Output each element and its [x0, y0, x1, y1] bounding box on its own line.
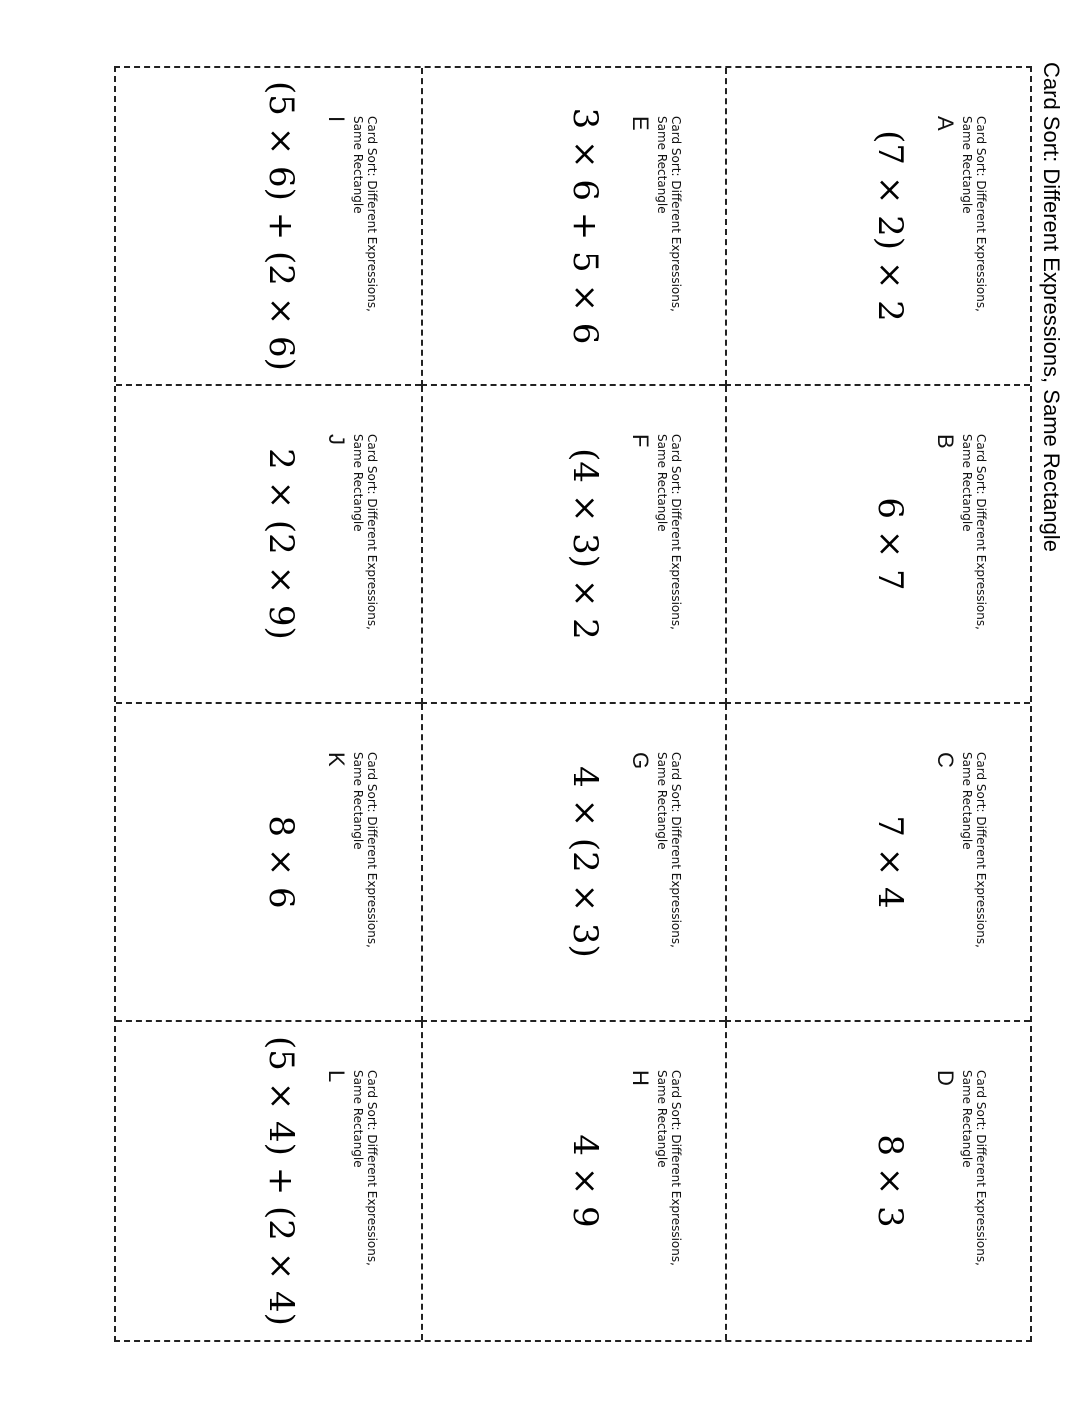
card-c [725, 704, 1030, 1022]
card-h [421, 1022, 726, 1340]
card-g [421, 704, 726, 1022]
card-header: Card Sort: Different Expressions, Same Rectangle [960, 752, 988, 948]
card-header: Card Sort: Different Expressions, Same Rectangle [655, 1070, 684, 1266]
card-letter: A [933, 116, 958, 131]
card-expression: 4 × 9 [565, 1134, 606, 1228]
card-header: Card Sort: Different Expressions, Same Rectangle [655, 116, 684, 312]
card-expression: 7 × 4 [870, 815, 910, 909]
page-title: Card Sort: Different Expressions, Same Rectangle [1039, 62, 1064, 552]
card-letter: C [933, 752, 958, 768]
card-expression: (5 × 6) + (2 × 6) [260, 81, 301, 371]
card-letter: D [933, 1070, 958, 1086]
card-header: Card Sort: Different Expressions, Same Rectangle [350, 116, 379, 312]
card-letter: H [628, 1070, 654, 1086]
card-header: Card Sort: Different Expressions, Same Rectangle [960, 116, 988, 312]
card-expression: 8 × 6 [260, 815, 301, 909]
card-a [725, 68, 1030, 386]
card-letter: L [323, 1070, 349, 1083]
card-d [725, 1022, 1030, 1340]
card-b [725, 386, 1030, 704]
card-f [421, 386, 726, 704]
card-i [116, 68, 421, 386]
card-letter: G [628, 752, 654, 770]
card-header: Card Sort: Different Expressions, Same Rectangle [655, 434, 684, 630]
card-header: Card Sort: Different Expressions, Same Rectangle [960, 434, 988, 630]
card-letter: E [628, 116, 654, 131]
card-e [421, 68, 726, 386]
card-expression: 3 × 6 + 5 × 6 [565, 107, 606, 345]
card-header: Card Sort: Different Expressions, Same Rectangle [960, 1070, 988, 1266]
card-expression: 6 × 7 [870, 497, 910, 591]
card-header: Card Sort: Different Expressions, Same Rectangle [350, 752, 379, 948]
card-header: Card Sort: Different Expressions, Same Rectangle [350, 1070, 379, 1266]
card-header: Card Sort: Different Expressions, Same Rectangle [655, 752, 684, 948]
card-header: Card Sort: Different Expressions, Same Rectangle [350, 434, 379, 630]
card-expression: 8 × 3 [870, 1134, 910, 1228]
card-expression: 4 × (2 × 3) [565, 766, 606, 958]
card-letter: F [628, 434, 654, 448]
card-expression: (7 × 2) × 2 [870, 130, 910, 322]
card-letter: I [323, 116, 349, 123]
card-l [116, 1022, 421, 1340]
card-letter: K [323, 752, 349, 767]
card-j [116, 386, 421, 704]
card-expression: (4 × 3) × 2 [565, 448, 606, 640]
card-k [116, 704, 421, 1022]
card-expression: 2 × (2 × 9) [260, 448, 301, 640]
card-grid [114, 66, 1032, 1342]
card-letter: B [933, 434, 958, 449]
card-letter: J [323, 434, 349, 445]
card-expression: (5 × 4) + (2 × 4) [260, 1036, 301, 1326]
